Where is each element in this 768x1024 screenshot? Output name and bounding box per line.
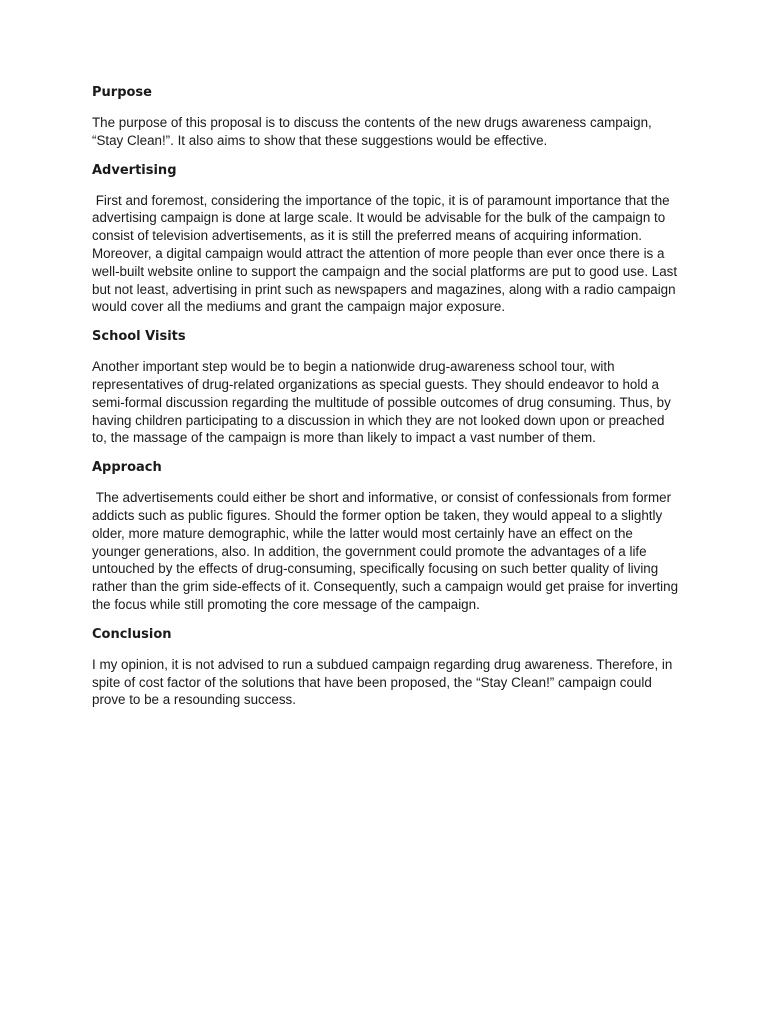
section-paragraph: Another important step would be to begin a nationwide drug-awareness school tour, with representatives of drug-related organizations as special guests. They should endeavor to hold a semi-formal discussion regarding the multitude of possible outcomes of drug consuming. Thus, by having children participating to a discussion in which they are not looked down upon or preached to, the massage of the campaign is more than likely to impact a vast number of them.	[92, 359, 675, 446]
section-heading: Approach	[92, 460, 162, 476]
section-paragraph: I my opinion, it is not advised to run a subdued campaign regarding drug awareness. Therefore, in spite of cost factor of the solutions that have been proposed, the “Stay Clean!” campaign could prove to be a resounding success.	[92, 656, 677, 708]
section-approach	[92, 459, 680, 614]
section-heading: Advertising	[92, 162, 177, 178]
section-school-visits	[92, 328, 680, 447]
section-purpose	[92, 84, 680, 150]
section-heading: School Visits	[92, 329, 186, 345]
section-paragraph: First and foremost, considering the importance of the topic, it is of paramount importance that the advertising campaign is done at large scale. It would be advisable for the bulk of the campaign to consist of television advertisements, as it is still the preferred means of acquiring information. Moreover, a digital campaign would attract the attention of more people than ever once there is a well-built website online to support the campaign and the social platforms are put to good use. Last but not least, advertising in print such as newspapers and magazines, along with a radio campaign would cover all the mediums and grant the campaign major exposure.	[92, 192, 681, 315]
document-body	[92, 84, 680, 721]
section-heading: Conclusion	[92, 626, 172, 642]
section-heading: Purpose	[92, 85, 152, 100]
section-advertising	[92, 162, 680, 317]
section-paragraph: The advertisements could either be short and informative, or consist of confessionals from former addicts such as public figures. Should the former option be taken, they would appeal to a slightly older, more mature demographic, while the latter would most certainly have an effect on the younger generations, also. In addition, the government could promote the advantages of a life untouched by the effects of drug-consuming, specifically focusing on such better quality of living rather than the grim side-effects of it. Consequently, such a campaign would get praise for inverting the focus while still promoting the core message of the campaign.	[92, 490, 682, 612]
section-paragraph: The purpose of this proposal is to discuss the contents of the new drugs awareness campaign, “Stay Clean!”. It also aims to show that these suggestions would be effective.	[92, 115, 656, 148]
section-conclusion	[92, 626, 680, 709]
